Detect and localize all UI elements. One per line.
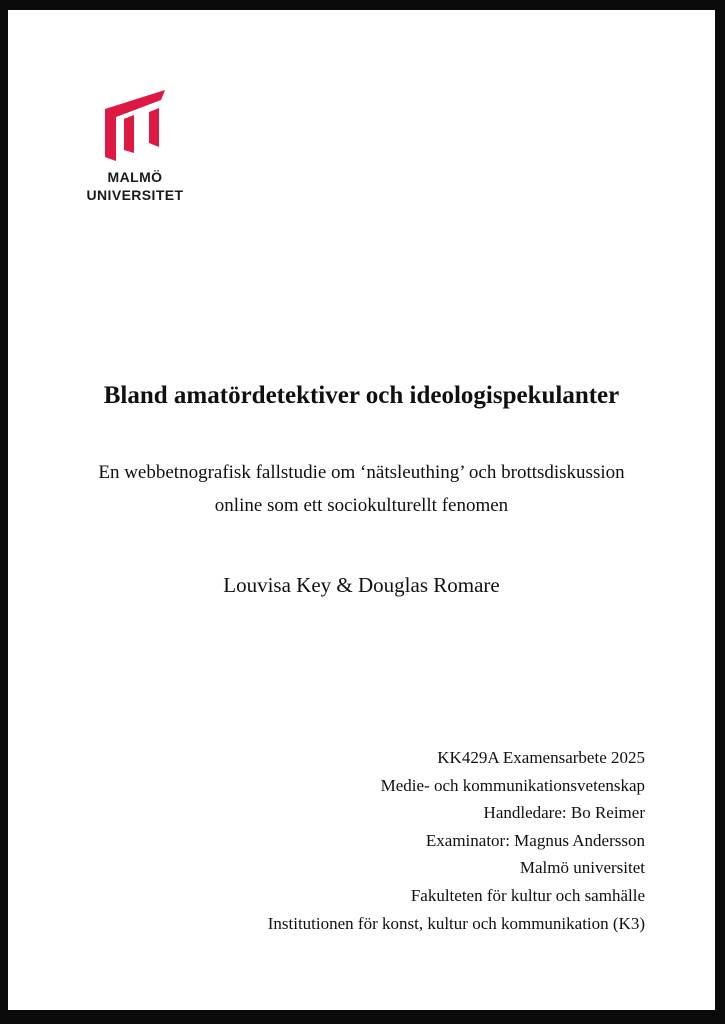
logo-wordmark-line2: UNIVERSITET [86, 187, 184, 203]
thesis-title: Bland amatördetektiver och ideologispekulanter [103, 382, 620, 409]
malmo-university-m-icon [105, 88, 166, 162]
course-info-line: Medie- och kommunikationsvetenskap [380, 775, 645, 795]
university-logo [72, 88, 198, 204]
course-info-line: KK429A Examensarbete 2025 [437, 748, 645, 767]
logo-wordmark-line1: MALMÖ [107, 169, 163, 185]
course-info-line: Malmö universitet [519, 858, 645, 878]
course-info-block [268, 744, 645, 937]
thesis-subtitle [8, 456, 715, 522]
subtitle-line-1: En webbetnografisk fallstudie om ‘nätsleuthing’ och brottsdiskussion [98, 462, 625, 483]
course-info-line: Handledare: Bo Reimer [483, 803, 645, 823]
course-info-line: Fakulteten för kultur och samhälle [410, 885, 645, 905]
course-info-line: Institutionen för konst, kultur och kommunikation (K3) [267, 913, 645, 933]
thesis-authors: Louvisa Key & Douglas Romare [223, 573, 500, 597]
course-info-line: Examinator: Magnus Andersson [425, 830, 645, 850]
logo-wordmark [72, 168, 198, 204]
subtitle-line-2: online som ett sociokulturellt fenomen [214, 495, 509, 516]
